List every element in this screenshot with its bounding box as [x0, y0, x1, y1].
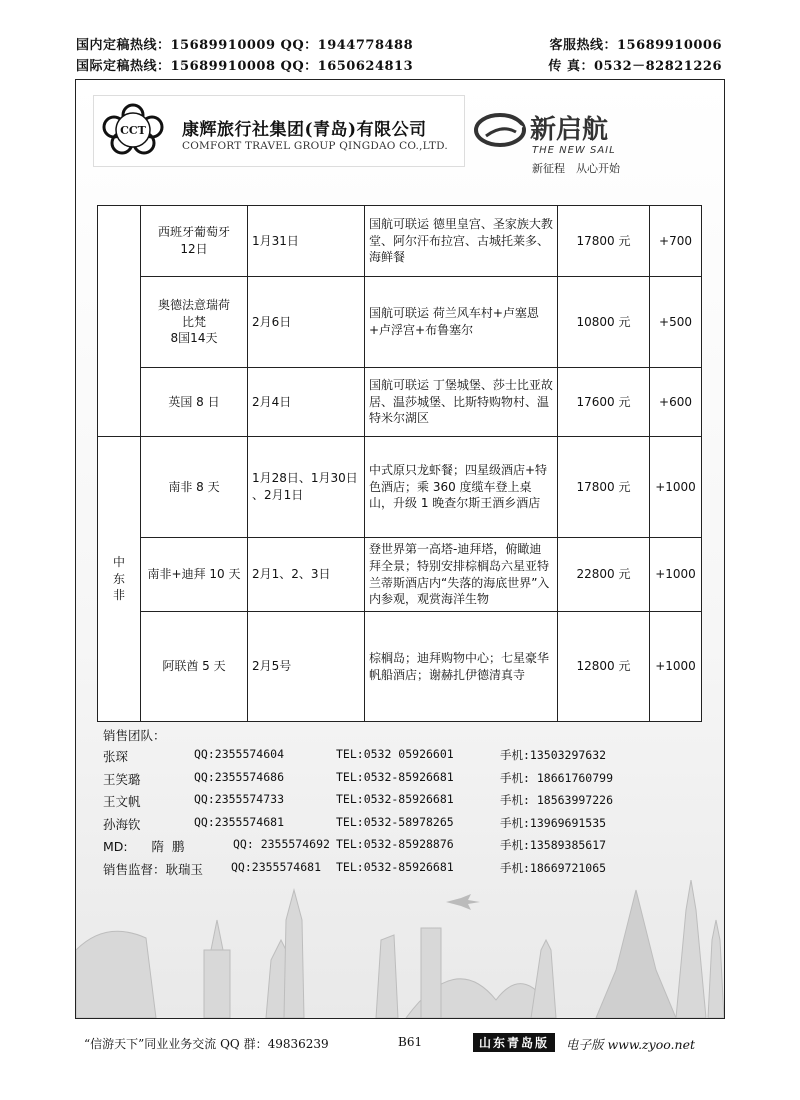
sales-name: 销售监督：耿瑞玉 — [103, 861, 204, 877]
tour-date: 1月31日 — [248, 206, 365, 277]
region-char: 中 — [112, 554, 125, 569]
sales-qq: QQ:2355574681 — [231, 859, 322, 874]
tour-desc: 棕榈岛；迪拜购物中心；七星豪华帆船酒店；谢赫扎伊德清真寺 — [365, 612, 558, 722]
sales-qq: QQ:2355574733 — [194, 792, 285, 806]
tour-date: 2月4日 — [248, 368, 365, 437]
sales-qq: QQ:2355574604 — [194, 747, 285, 761]
list-item — [103, 792, 723, 815]
tour-price: 22800 元 — [558, 538, 650, 612]
footer-qq-group: “信游天下”同业业务交流 QQ 群：49836239 — [84, 1037, 329, 1051]
tour-surcharge: +700 — [650, 206, 702, 277]
tour-date: 2月6日 — [248, 277, 365, 368]
tour-surcharge: +1000 — [650, 538, 702, 612]
service-hotline: 客服热线：15689910006 — [549, 38, 722, 53]
sales-name: 王笑璐 — [103, 771, 141, 787]
sales-tel: TEL:0532 05926601 — [336, 747, 454, 761]
slogan: 新征程 从心开始 — [532, 162, 620, 175]
sales-tel: TEL:0532-85926681 — [336, 792, 454, 806]
sales-name: MD: 隋 鹏 — [103, 839, 185, 854]
tour-date: 1月28日、1月30日 、2月1日 — [248, 437, 365, 538]
tour-surcharge: +600 — [650, 368, 702, 437]
page-number: B61 — [398, 1035, 423, 1049]
svg-text:CCT: CCT — [120, 124, 146, 137]
website-link[interactable]: 电子版 www.zyoo.net — [566, 1037, 695, 1052]
tour-price: 10800 元 — [558, 277, 650, 368]
region-char: 非 — [112, 588, 125, 603]
landmarks-illustration — [76, 880, 724, 1018]
sales-qq: QQ:2355574681 — [194, 814, 285, 829]
table-row — [98, 206, 702, 277]
tour-desc: 国航可联运 德里皇宫、圣家族大教堂、阿尔汗布拉宫、古城托莱多、海鲜餐 — [365, 206, 558, 277]
list-item — [103, 747, 723, 770]
svg-text:THE NEW SAIL: THE NEW SAIL — [532, 145, 616, 156]
table-row — [98, 612, 702, 722]
tour-surcharge: +1000 — [650, 612, 702, 722]
tour-price: 12800 元 — [558, 612, 650, 722]
table-row — [98, 538, 702, 612]
sales-mobile: 手机:13503297632 — [500, 748, 607, 762]
tour-price: 17800 元 — [558, 206, 650, 277]
sales-mobile: 手机:13969691535 — [500, 815, 607, 830]
tour-date: 2月1、2、3日 — [248, 538, 365, 612]
sales-qq: QQ: 2355574692 — [233, 837, 330, 851]
tour-date: 2月5号 — [248, 612, 365, 722]
new-sail-logo — [470, 108, 670, 158]
tour-name: 南非 8 天 — [141, 437, 248, 538]
region-label-middle-east-africa — [98, 437, 141, 722]
region-cell-europe — [98, 206, 141, 437]
tour-name: 奥德法意瑞荷 比梵 8国14天 — [141, 277, 248, 368]
tour-surcharge: +500 — [650, 277, 702, 368]
cct-logo-icon — [100, 103, 166, 155]
sales-qq: QQ:2355574686 — [194, 769, 285, 784]
tour-name: 南非+迪拜 10 天 — [141, 538, 248, 612]
international-hotline: 国际定稿热线：15689910008 QQ：1650624813 — [76, 59, 414, 74]
sales-name: 张琛 — [103, 749, 129, 764]
edition-badge: 山东青岛版 — [473, 1033, 555, 1052]
list-item — [103, 770, 723, 793]
tour-name: 英国 8 日 — [141, 368, 248, 437]
tour-desc: 登世界第一高塔-迪拜塔，俯瞰迪拜全景；特别安排棕榈岛六星亚特兰蒂斯酒店内“失落的海底世界”入内参观，观赏海洋生物 — [365, 538, 558, 612]
sales-tel: TEL:0532-85926681 — [336, 859, 454, 874]
domestic-hotline: 国内定稿热线：15689910009 QQ：1944778488 — [76, 38, 414, 53]
sales-mobile: 手机: 18563997226 — [500, 793, 614, 807]
sales-mobile: 手机:13589385617 — [500, 838, 607, 852]
tour-surcharge: +1000 — [650, 437, 702, 538]
table-row — [98, 437, 702, 538]
table-row — [98, 277, 702, 368]
tour-table — [97, 205, 702, 722]
sales-name: 孙海钦 — [103, 816, 141, 832]
tour-desc: 中式原只龙虾餐；四星级酒店+特色酒店；乘 360 度缆车登上桌山，升级 1 晚查尔斯王酒乡酒店 — [365, 437, 558, 538]
svg-text:新启航: 新启航 — [530, 115, 609, 145]
region-char: 东 — [112, 571, 125, 586]
sales-team-title: 销售团队： — [103, 728, 166, 743]
tour-name: 阿联酋 5 天 — [141, 612, 248, 722]
sales-tel: TEL:0532-85926681 — [336, 769, 454, 784]
sales-tel: TEL:0532-85928876 — [336, 837, 454, 851]
tour-name: 西班牙葡萄牙 12日 — [141, 206, 248, 277]
list-item — [103, 815, 723, 838]
company-name-en: COMFORT TRAVEL GROUP QINGDAO CO.,LTD. — [182, 140, 448, 152]
sales-tel: TEL:0532-58978265 — [336, 814, 454, 829]
sales-name: 王文帆 — [103, 794, 141, 809]
fax-number: 传 真：0532－82821226 — [548, 59, 722, 74]
list-item — [103, 860, 723, 883]
tour-desc: 国航可联运 荷兰风车村+卢塞恩+卢浮宫+布鲁塞尔 — [365, 277, 558, 368]
table-row — [98, 368, 702, 437]
list-item — [103, 837, 723, 860]
sales-mobile: 手机: 18661760799 — [500, 770, 614, 785]
tour-desc: 国航可联运 丁堡城堡、莎士比亚故居、温莎城堡、比斯特购物村、温特米尔湖区 — [365, 368, 558, 437]
tour-price: 17800 元 — [558, 437, 650, 538]
tour-price: 17600 元 — [558, 368, 650, 437]
sales-mobile: 手机:18669721065 — [500, 860, 607, 875]
company-name-cn: 康辉旅行社集团(青岛)有限公司 — [182, 120, 427, 140]
sales-team — [103, 726, 723, 882]
